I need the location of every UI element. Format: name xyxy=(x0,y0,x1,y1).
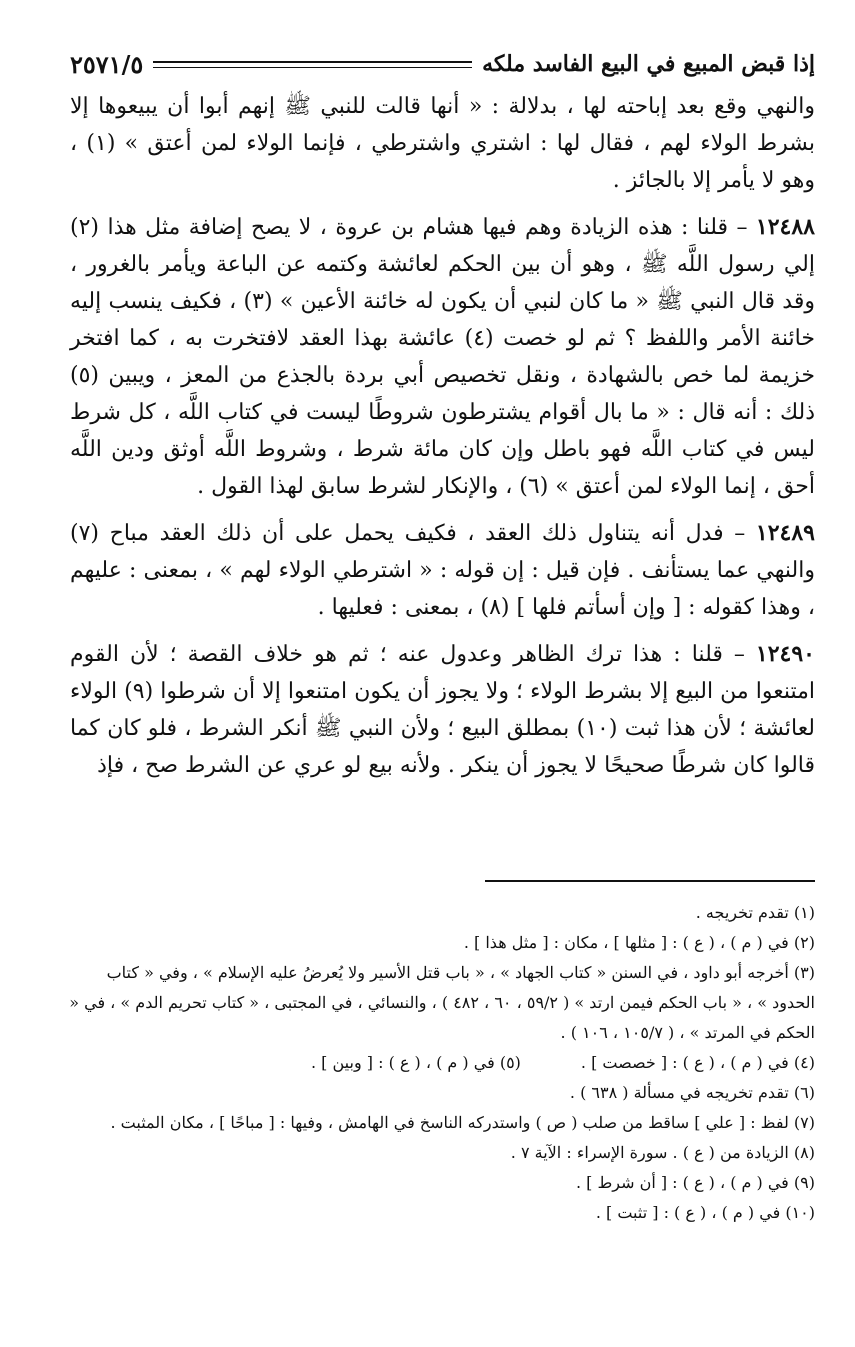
paragraph xyxy=(70,636,815,784)
footnote: (٩) في ( م ) ، ( ع ) : [ أن شرط ] . xyxy=(575,1173,815,1192)
paragraph xyxy=(70,515,815,626)
footnote: (٨) الزيادة من ( ع ) . سورة الإسراء : الآية ٧ . xyxy=(510,1143,815,1162)
paragraph xyxy=(70,209,815,505)
paragraph-text: والنهي وقع بعد إباحته لها ، بدلالة : « أنها قالت للنبي ﷺ إنهم أبوا أن يبيعوها إلا بشرط الولاء لهم ، فقال لها : اشتري واشترطي ، فإنما الولاء لمن أعتق » (١) ، وهو لا يأمر إلا بالجائز . xyxy=(70,94,815,193)
header-rule xyxy=(153,61,472,68)
paragraph xyxy=(70,88,815,199)
footnote: (٣) أخرجه أبو داود ، في السنن « كتاب الجهاد » ، « باب قتل الأسير ولا يُعرضُ عليه الإسلام » ، وفي « كتاب الحدود » ، « باب الحكم فيمن ارتد » ( ٥٩/٢ ، ٦٠ ، ٤٨٢ ) ، والنسائي ، في المجتبى ، « كتاب تحريم الدم » ، في « الحكم في المرتد » ، ( ١٠٥/٧ ، ١٠٦ ) . xyxy=(69,963,815,1042)
footnote: (١٠) في ( م ) ، ( ع ) : [ تثبت ] . xyxy=(595,1203,815,1222)
issue-number: ١٢٤٨٨ xyxy=(755,214,815,240)
main-text xyxy=(70,88,815,794)
issue-number: ١٢٤٨٩ xyxy=(755,520,815,546)
footnote: (٦) تقدم تخريجه في مسألة ( ٦٣٨ ) . xyxy=(569,1083,815,1102)
footnote: (٧) لفظ : [ علي ] ساقط من صلب ( ص ) واستدركه الناسخ في الهامش ، وفيها : [ مباحًا ] ، مكان المثبت . xyxy=(110,1113,815,1132)
footnote-row xyxy=(60,1048,815,1078)
page-number: ٢٥٧١/٥ xyxy=(70,49,144,79)
footnote-separator xyxy=(485,880,815,882)
paragraph-text: – قلنا : هذه الزيادة وهم فيها هشام بن عروة ، لا يصح إضافة مثل هذا (٢) إلي رسول اللَّه ﷺ ، وهو أن بين الحكم لعائشة وكتمه عن الباعة ويأمر بالغرور ، وقد قال النبي ﷺ « ما كان لنبي أن يكون له خائنة الأعين » (٣) ، فكيف ينسب إليه خائنة الأمر واللفظ ؟ ثم لو خصت (٤) عائشة بهذا العقد لافتخرت به ، كما افتخر خزيمة لما خص بالشهادة ، ونقل تخصيص أبي بردة بالجذع من المعز ، ويبين (٥) ذلك : أنه قال : « ما بال أقوام يشترطون شروطًا ليست في كتاب اللَّه ، كل شرط ليس في كتاب اللَّه فهو باطل وإن كان مائة شرط ، وشروط اللَّه أوثق ودين اللَّه أحق ، إنما الولاء لمن أعتق » (٦) ، والإنكار لشرط سابق لهذا القول . xyxy=(70,215,815,499)
footnote: (٥) في ( م ) ، ( ع ) : [ وبين ] . xyxy=(310,1053,521,1072)
paragraph-text: – قلنا : هذا ترك الظاهر وعدول عنه ؛ ثم هو خلاف القصة ؛ لأن القوم امتنعوا من البيع إلا بشرط الولاء ؛ ولا يجوز أن يكون امتنعوا إلا أن شرطوا (٩) الولاء لعائشة ؛ لأن هذا ثبت (١٠) بمطلق البيع ؛ ولأن النبي ﷺ أنكر الشرط ، فلو كان كما قالوا كان شرطًا صحيحًا لا يجوز أن ينكر . ولأنه بيع لو عري عن الشرط صح ، فإذ xyxy=(70,642,816,778)
footnote: (٤) في ( م ) ، ( ع ) : [ خصصت ] . xyxy=(580,1053,815,1072)
running-title: إذا قبض المبيع في البيع الفاسد ملكه xyxy=(482,51,815,77)
footnote: (٢) في ( م ) ، ( ع ) : [ مثلها ] ، مكان : [ مثل هذا ] . xyxy=(463,933,815,952)
issue-number: ١٢٤٩٠ xyxy=(755,641,815,667)
running-header xyxy=(70,44,815,84)
paragraph-text: – فدل أنه يتناول ذلك العقد ، فكيف يحمل على أن ذلك العقد مباح (٧) والنهي عما يستأنف . فإن قيل : إن قوله : « اشترطي الولاء لهم » ، بمعنى : عليهم ، وهذا كقوله : [ وإن أسأتم فلها ] (٨) ، بمعنى : فعليها . xyxy=(70,521,815,620)
footnote: (١) تقدم تخريجه . xyxy=(695,903,815,922)
footnotes xyxy=(60,898,815,1228)
